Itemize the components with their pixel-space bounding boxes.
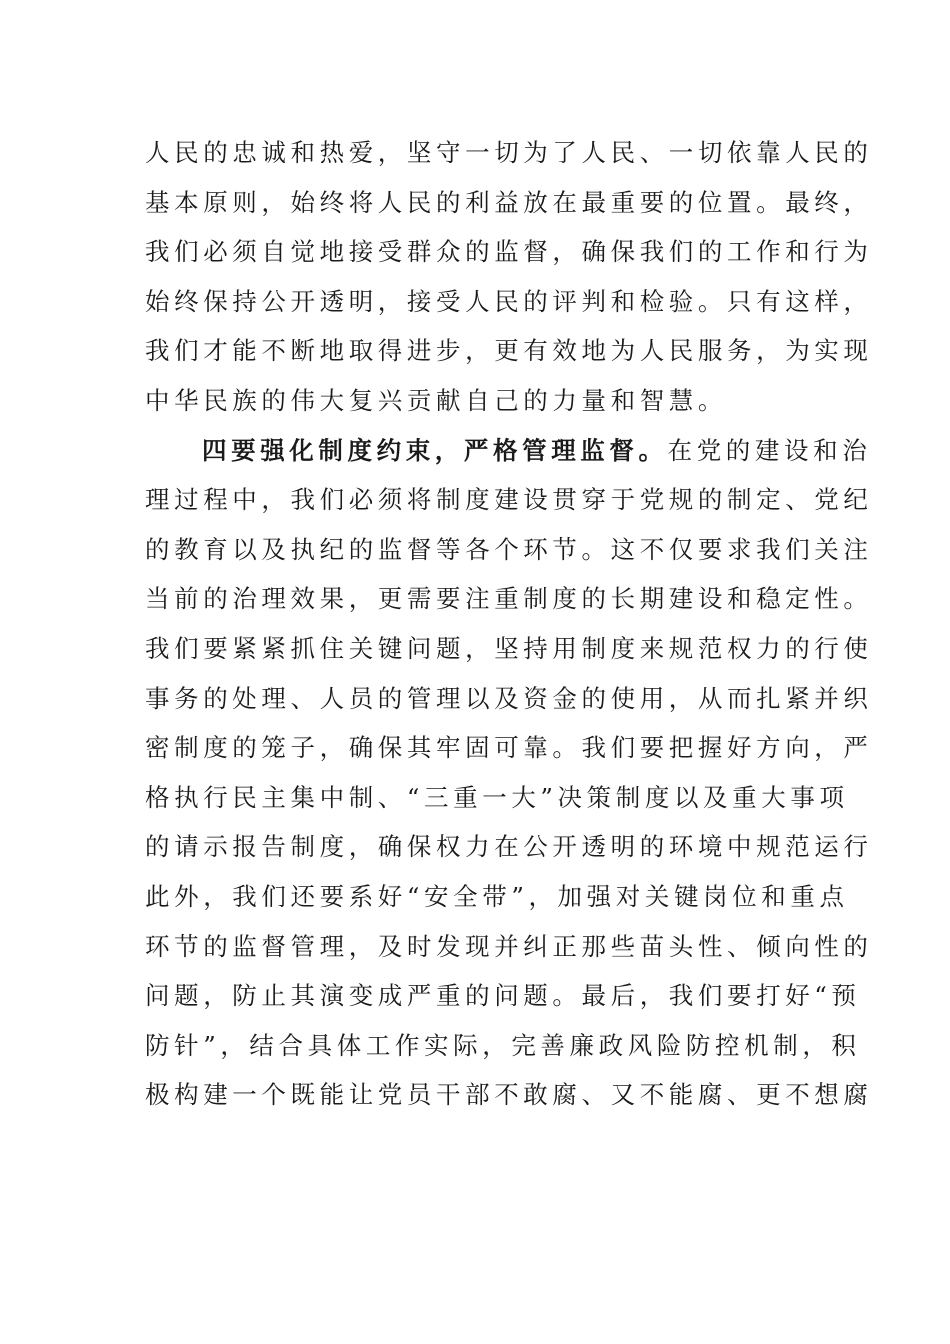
text-line: 事务的处理、人员的管理以及资金的使用，从而扎紧并织 bbox=[145, 683, 873, 713]
text-line: 始终保持公开透明，接受人民的评判和检验。只有这样， bbox=[145, 286, 873, 316]
text-line: 中华民族的伟大复兴贡献自己的力量和智慧。 bbox=[145, 385, 727, 415]
text-line: 极构建一个既能让党员干部不敢腐、又不能腐、更不想腐 bbox=[145, 1080, 873, 1110]
paragraph-section-4 bbox=[145, 426, 873, 1120]
text-line: 当前的治理效果，更需要注重制度的长期建设和稳定性。 bbox=[145, 584, 873, 614]
text-line: 格执行民主集中制、“三重一大”决策制度以及重大事项 bbox=[145, 782, 849, 812]
text-line: 我们必须自觉地接受群众的监督，确保我们的工作和行为 bbox=[145, 237, 873, 267]
text-line: 人民的忠诚和热爱，坚守一切为了人民、一切依靠人民的 bbox=[145, 138, 873, 167]
section-first-line-text: 在党的建设和治 bbox=[667, 435, 872, 465]
text-line: 防针”，结合具体工作实际，完善廉政风险防控机制，积 bbox=[145, 1030, 861, 1060]
section-heading: 四要强化制度约束，严格管理监督。 bbox=[202, 435, 668, 465]
text-line: 环节的监督管理，及时发现并纠正那些苗头性、倾向性的 bbox=[145, 931, 873, 961]
text-line: 的请示报告制度，确保权力在公开透明的环境中规范运行 bbox=[145, 832, 873, 862]
text-line: 此外，我们还要系好“安全带”，加强对关键岗位和重点 bbox=[145, 881, 849, 911]
text-line: 我们要紧紧抓住关键问题，坚持用制度来规范权力的行使 bbox=[145, 633, 873, 663]
text-line: 的教育以及执纪的监督等各个环节。这不仅要求我们关注 bbox=[145, 534, 873, 564]
text-line: 理过程中，我们必须将制度建设贯穿于党规的制定、党纪 bbox=[145, 485, 873, 515]
text-line: 我们才能不断地取得进步，更有效地为人民服务，为实现 bbox=[145, 336, 873, 366]
section-first-line bbox=[145, 426, 872, 476]
text-line: 基本原则，始终将人民的利益放在最重要的位置。最终， bbox=[145, 187, 873, 217]
text-line: 密制度的笼子，确保其牢固可靠。我们要把握好方向，严 bbox=[145, 733, 873, 763]
body-text bbox=[145, 128, 873, 1120]
text-line: 问题，防止其演变成严重的问题。最后，我们要打好“预 bbox=[145, 981, 861, 1011]
paragraph-continued bbox=[145, 128, 873, 426]
